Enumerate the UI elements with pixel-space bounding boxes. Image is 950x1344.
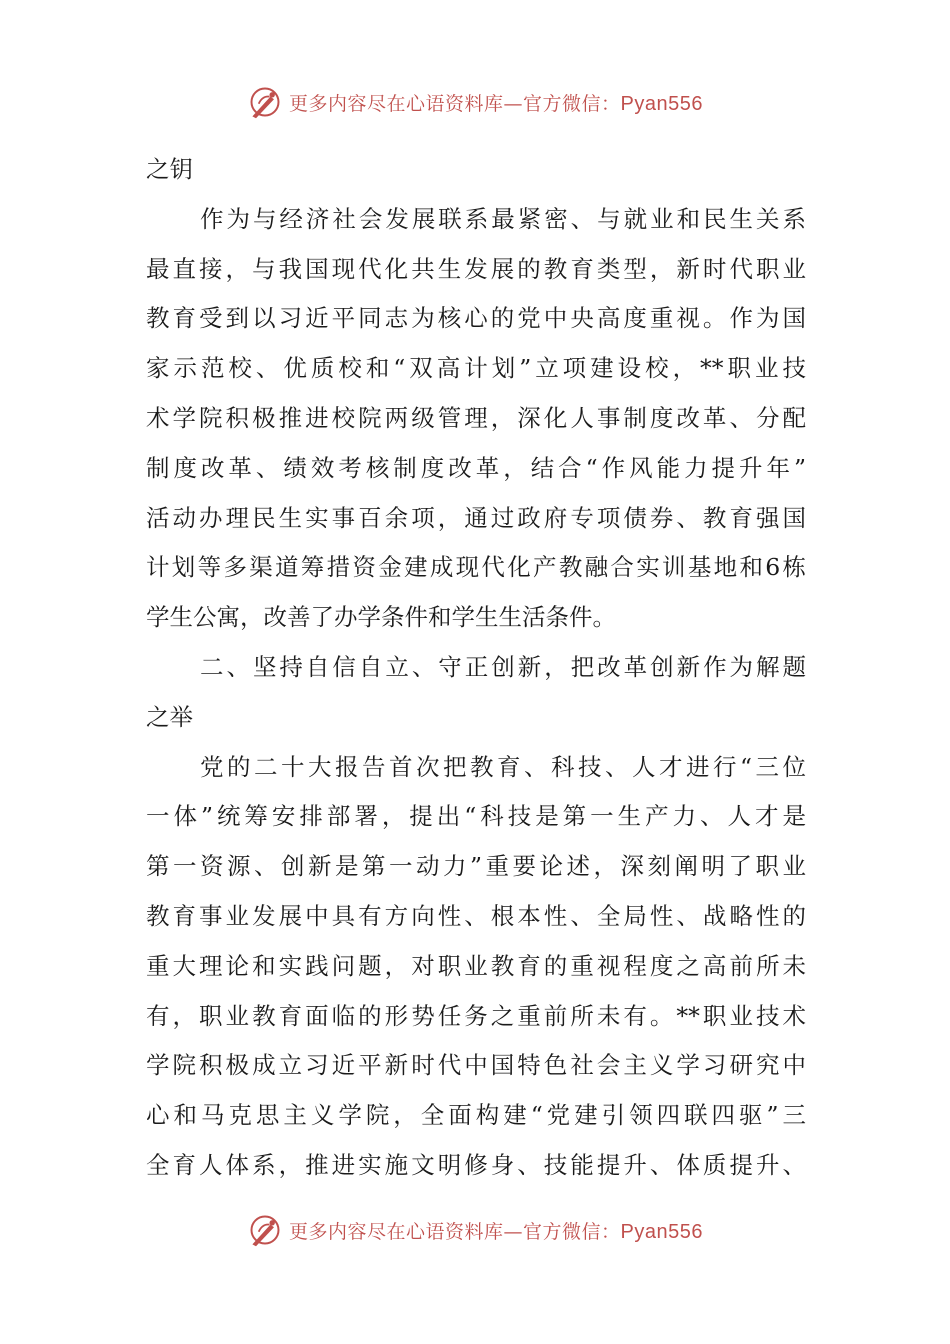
text-line: 教育受到以习近平同志为核心的党中央高度重视。作为国 xyxy=(146,304,806,333)
text-line: 有，职业教育面临的形势任务之重前所未有。**职业技术 xyxy=(146,1001,806,1030)
header-banner xyxy=(0,82,950,122)
text-line: 制度改革、绩效考核制度改革，结合“作风能力提升年” xyxy=(146,453,806,482)
banner-text-wechat-id: Pyan556 xyxy=(620,92,703,115)
text-line: 教育事业发展中具有方向性、根本性、全局性、战略性的 xyxy=(146,901,806,930)
banner-text-wechat-id: Pyan556 xyxy=(620,1220,703,1243)
text-line: 党的二十大报告首次把教育、科技、人才进行“三位 xyxy=(200,752,806,781)
text-line: 学生公寓，改善了办学条件和学生生活条件。 xyxy=(146,603,616,632)
text-line: 术学院积极推进校院两级管理，深化人事制度改革、分配 xyxy=(146,403,806,432)
text-line: 心和马克思主义学院，全面构建“党建引领四联四驱”三 xyxy=(146,1101,806,1130)
text-line: 一体”统筹安排部署，提出“科技是第一生产力、人才是 xyxy=(146,802,806,831)
banner-text-cn: 更多内容尽在心语资料库—官方微信： xyxy=(289,1220,621,1243)
text-line: 之举 xyxy=(146,702,193,731)
banner-text xyxy=(289,89,703,116)
text-line: 第一资源、创新是第一动力”重要论述，深刻阐明了职业 xyxy=(146,852,806,881)
document-body xyxy=(146,145,806,1191)
text-line: 计划等多渠道筹措资金建成现代化产教融合实训基地和6栋 xyxy=(146,553,806,582)
banner-text xyxy=(289,1217,703,1244)
text-line: 家示范校、优质校和“双高计划”立项建设校，**职业技 xyxy=(146,354,806,383)
banner-text-cn: 更多内容尽在心语资料库—官方微信： xyxy=(289,92,621,115)
text-line: 全育人体系，推进实施文明修身、技能提升、体质提升、 xyxy=(146,1150,806,1179)
text-line: 最直接，与我国现代化共生发展的教育类型，新时代职业 xyxy=(146,254,806,283)
footer-banner xyxy=(0,1210,950,1250)
pen-heart-logo-icon xyxy=(247,1212,283,1248)
text-line: 之钥 xyxy=(146,155,193,183)
pen-heart-logo-icon xyxy=(247,84,283,120)
text-line: 作为与经济社会发展联系最紧密、与就业和民生关系 xyxy=(200,204,806,233)
text-line: 学院积极成立习近平新时代中国特色社会主义学习研究中 xyxy=(146,1051,806,1080)
text-line: 重大理论和实践问题，对职业教育的重视程度之高前所未 xyxy=(146,951,806,980)
text-line: 活动办理民生实事百余项，通过政府专项债券、教育强国 xyxy=(146,503,806,532)
text-line: 二、坚持自信自立、守正创新，把改革创新作为解题 xyxy=(200,652,806,681)
